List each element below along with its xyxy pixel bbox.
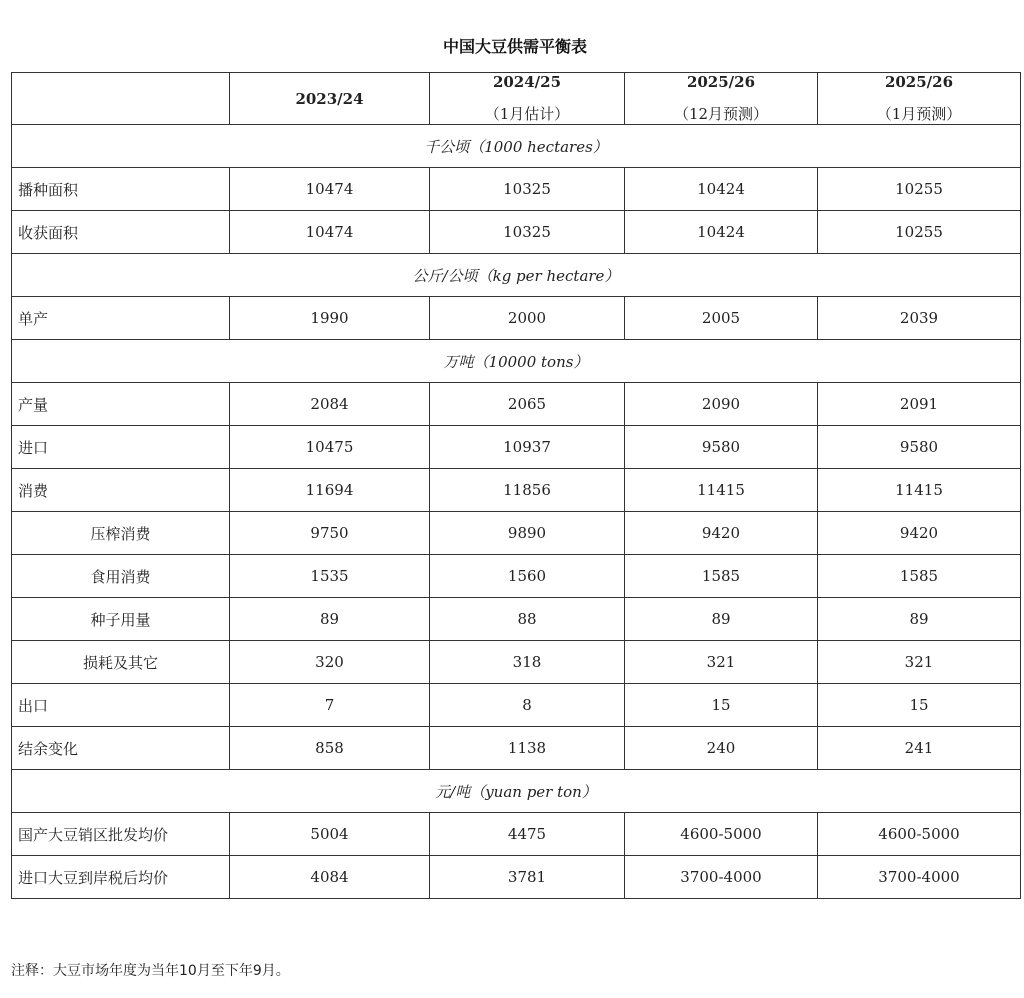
value-cell: 7 xyxy=(230,684,430,727)
value-cell: 11856 xyxy=(430,469,625,512)
supply-demand-table xyxy=(11,72,1021,899)
unit-row-price xyxy=(12,770,1021,813)
value-cell: 9420 xyxy=(625,512,818,555)
header-subtitle: （12月预测） xyxy=(673,105,769,123)
value-cell: 2000 xyxy=(430,297,625,340)
value-cell: 11415 xyxy=(625,469,818,512)
header-year: 2024/25 xyxy=(492,73,562,91)
row-label: 国产大豆销区批发均价 xyxy=(12,813,230,856)
table-row xyxy=(12,555,1021,598)
value-cell: 858 xyxy=(230,727,430,770)
value-cell: 89 xyxy=(818,598,1021,641)
value-cell: 1585 xyxy=(818,555,1021,598)
value-cell: 4600-5000 xyxy=(818,813,1021,856)
row-label: 食用消费 xyxy=(12,555,230,598)
value-cell: 88 xyxy=(430,598,625,641)
value-cell: 10325 xyxy=(430,168,625,211)
row-label: 进口大豆到岸税后均价 xyxy=(12,856,230,899)
value-cell: 11415 xyxy=(818,469,1021,512)
header-subtitle: （1月估计） xyxy=(484,105,570,123)
unit-label: 元/吨（yuan per ton） xyxy=(12,770,1021,813)
unit-row-volume xyxy=(12,340,1021,383)
value-cell: 2039 xyxy=(818,297,1021,340)
value-cell: 10475 xyxy=(230,426,430,469)
value-cell: 2084 xyxy=(230,383,430,426)
row-label: 收获面积 xyxy=(12,211,230,254)
row-label: 单产 xyxy=(12,297,230,340)
value-cell: 240 xyxy=(625,727,818,770)
value-cell: 15 xyxy=(818,684,1021,727)
value-cell: 89 xyxy=(230,598,430,641)
value-cell: 2090 xyxy=(625,383,818,426)
table-row xyxy=(12,168,1021,211)
value-cell: 9580 xyxy=(625,426,818,469)
header-year: 2023/24 xyxy=(295,89,364,108)
value-cell: 3781 xyxy=(430,856,625,899)
value-cell: 1585 xyxy=(625,555,818,598)
value-cell: 9890 xyxy=(430,512,625,555)
row-label: 出口 xyxy=(12,684,230,727)
value-cell: 2005 xyxy=(625,297,818,340)
row-label: 压榨消费 xyxy=(12,512,230,555)
value-cell: 11694 xyxy=(230,469,430,512)
value-cell: 2065 xyxy=(430,383,625,426)
value-cell: 10937 xyxy=(430,426,625,469)
value-cell: 2091 xyxy=(818,383,1021,426)
page-title: 中国大豆供需平衡表 xyxy=(442,37,587,56)
value-cell: 89 xyxy=(625,598,818,641)
value-cell: 321 xyxy=(625,641,818,684)
table-row xyxy=(12,856,1021,899)
value-cell: 318 xyxy=(430,641,625,684)
value-cell: 4475 xyxy=(430,813,625,856)
value-cell: 10424 xyxy=(625,168,818,211)
value-cell: 3700-4000 xyxy=(818,856,1021,899)
row-label: 结余变化 xyxy=(12,727,230,770)
value-cell: 1560 xyxy=(430,555,625,598)
table-row xyxy=(12,684,1021,727)
table-row xyxy=(12,641,1021,684)
value-cell: 10255 xyxy=(818,168,1021,211)
unit-label: 千公顷（1000 hectares） xyxy=(12,125,1021,168)
value-cell: 9420 xyxy=(818,512,1021,555)
value-cell: 321 xyxy=(818,641,1021,684)
table-row xyxy=(12,512,1021,555)
table-row xyxy=(12,469,1021,512)
unit-row-yield xyxy=(12,254,1021,297)
unit-label: 万吨（10000 tons） xyxy=(12,340,1021,383)
header-cell xyxy=(818,73,1021,125)
unit-label: 公斤/公顷（kg per hectare） xyxy=(12,254,1021,297)
value-cell: 3700-4000 xyxy=(625,856,818,899)
value-cell: 10474 xyxy=(230,168,430,211)
value-cell: 10474 xyxy=(230,211,430,254)
header-year: 2025/26 xyxy=(686,73,756,91)
header-blank-cell xyxy=(12,73,230,125)
value-cell: 4084 xyxy=(230,856,430,899)
table-row xyxy=(12,297,1021,340)
value-cell: 10255 xyxy=(818,211,1021,254)
table-row xyxy=(12,598,1021,641)
value-cell: 9580 xyxy=(818,426,1021,469)
value-cell: 10424 xyxy=(625,211,818,254)
row-label: 消费 xyxy=(12,469,230,512)
table-row xyxy=(12,426,1021,469)
value-cell: 4600-5000 xyxy=(625,813,818,856)
table-row xyxy=(12,211,1021,254)
value-cell: 320 xyxy=(230,641,430,684)
value-cell: 241 xyxy=(818,727,1021,770)
value-cell: 9750 xyxy=(230,512,430,555)
value-cell: 1535 xyxy=(230,555,430,598)
header-cell xyxy=(430,73,625,125)
header-subtitle: （1月预测） xyxy=(876,105,962,123)
value-cell: 5004 xyxy=(230,813,430,856)
table-row xyxy=(12,813,1021,856)
header-year: 2025/26 xyxy=(884,73,954,91)
footnote: 注释：大豆市场年度为当年10月至下年9月。 xyxy=(11,963,290,979)
value-cell: 15 xyxy=(625,684,818,727)
unit-row-area xyxy=(12,125,1021,168)
row-label: 进口 xyxy=(12,426,230,469)
value-cell: 10325 xyxy=(430,211,625,254)
row-label: 种子用量 xyxy=(12,598,230,641)
row-label: 播种面积 xyxy=(12,168,230,211)
table-row xyxy=(12,383,1021,426)
header-cell xyxy=(230,73,430,125)
row-label: 损耗及其它 xyxy=(12,641,230,684)
value-cell: 8 xyxy=(430,684,625,727)
value-cell: 1990 xyxy=(230,297,430,340)
value-cell: 1138 xyxy=(430,727,625,770)
header-cell xyxy=(625,73,818,125)
row-label: 产量 xyxy=(12,383,230,426)
table-row xyxy=(12,727,1021,770)
header-row xyxy=(12,73,1021,125)
